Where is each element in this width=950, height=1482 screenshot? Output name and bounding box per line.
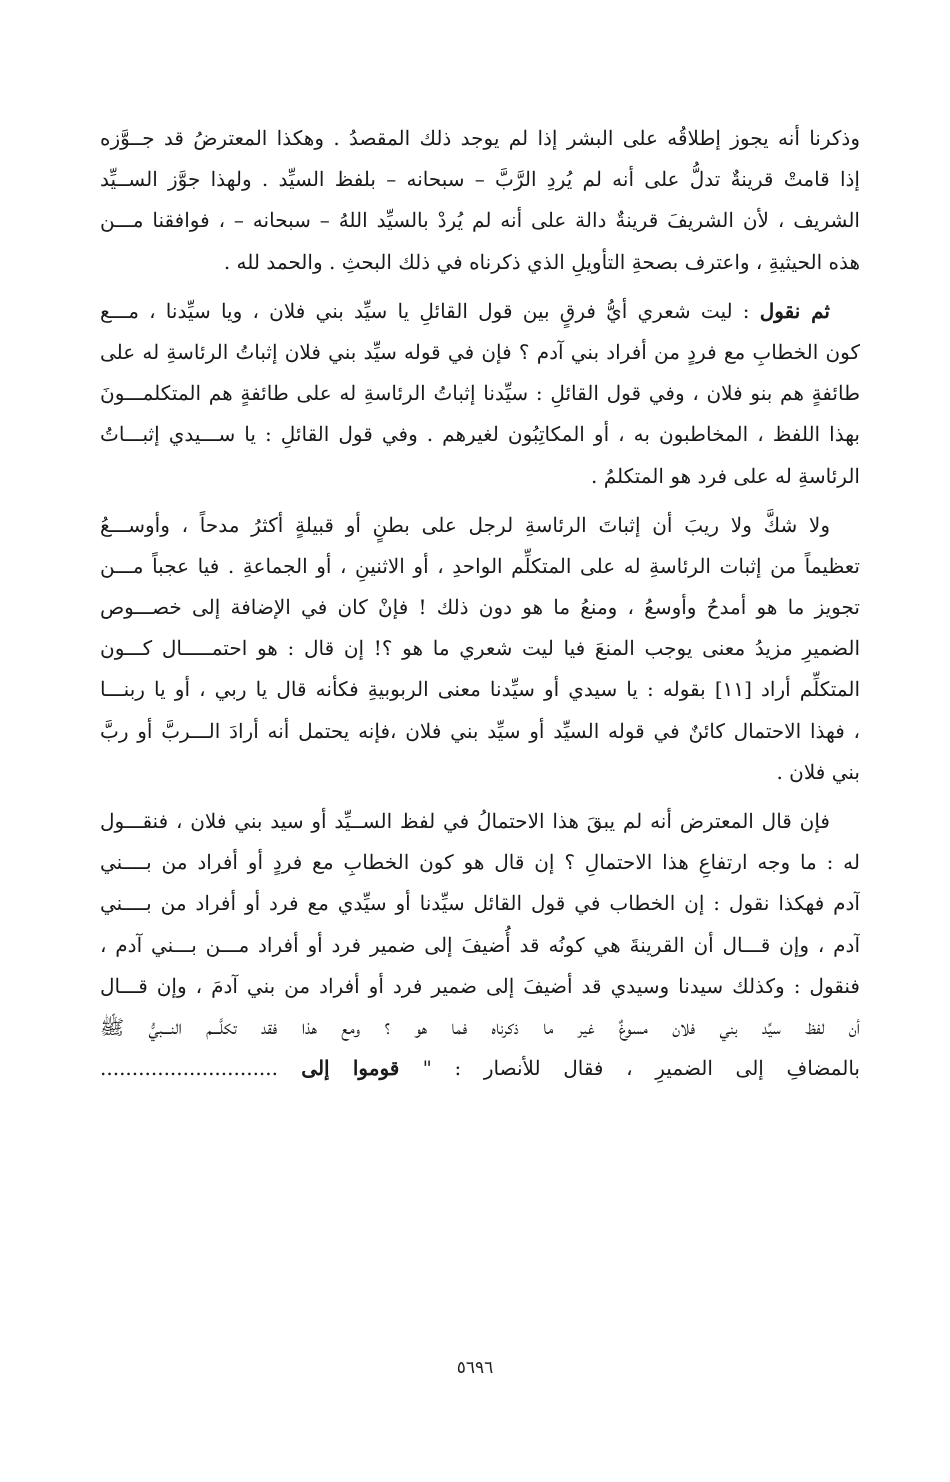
text-line: فإن قال المعترض أنه لم يبقَ هذا الاحتمالُ في لفظ الســيِّد أو سيد بني فلان ، فنقـــول bbox=[100, 809, 830, 833]
paragraph-lead: ثم نقول bbox=[759, 298, 830, 323]
text-line: آدم ، وإن قـــال أن القرينةَ هي كونُه قد أُضيفَ إلى ضمير فرد أو أفراد مـــن بـــني آدم ، bbox=[100, 932, 860, 957]
text-line: تعظيماً من إثبات الرئاسةِ له على المتكلِّم الواحدِ ، أو الاثنينِ ، أو الجماعةِ . فيا عجباً مـــن bbox=[100, 553, 860, 578]
text-line: فنقول : وكذلك سيدنا وسيدي قد أضيفَ إلى ضمير فرد أو أفراد من بني آدمَ ، وإن قـــال bbox=[100, 973, 860, 998]
text-line: هذه الحيثيةِ ، واعترف بصحةِ التأويلِ الذي ذكرناه في ذلك البحثِ . والحمد لله . bbox=[223, 249, 860, 274]
text-line: له : ما وجه ارتفاعِ هذا الاحتمالِ ؟ إن قال هو كون الخطابِ مع فردٍ أو أفراد من بــــني bbox=[100, 850, 860, 875]
page-number: ٥٦٩٦ bbox=[456, 1358, 494, 1378]
text-line: المتكلِّم أراد [١١] بقوله : يا سيدي أو سيِّدنا معنى الربوبيةِ فكأنه قال يا ربي ، أو يا ربنـــا bbox=[100, 677, 860, 702]
text-line: تجويز ما هو أمدحُ وأوسعُ ، ومنعُ ما هو دون ذلك ! فإنْ كان في الإضافة إلى خصـــوص bbox=[100, 595, 860, 620]
text-line: ولا شكَّ ولا ريبَ أن إثباتَ الرئاسةِ لرجل على بطنٍ أو قبيلةٍ أكثرُ مدحاً ، وأوســـعُ bbox=[100, 512, 830, 537]
text-line bbox=[100, 291, 860, 332]
text-line: الضميرِ مزيدُ معنى يوجب المنعَ فيا ليت شعري ما هو ؟! إن قال : هو احتمـــــال كـــون bbox=[100, 636, 860, 661]
text-line: كون الخطابِ مع فردٍ من أفراد بني آدم ؟ فإن في قوله سيِّد بني فلان إثباتُ الرئاسةِ له على bbox=[100, 339, 860, 364]
text-span: بالمضافِ إلى الضميرِ ، فقال للأنصار : " bbox=[422, 1056, 860, 1081]
text-line: أن لفظ سيِّد بني فلان مسوغٌ غير ما ذكرناه فما هو ؟ ومع هذا فقد تكلَّـــم النـــبيُّ ﷺ bbox=[100, 1014, 860, 1039]
quoted-phrase: قوموا إلى bbox=[278, 1056, 423, 1081]
text-line: بني فلان . bbox=[776, 759, 860, 784]
text-line: الرئاسةِ له على فرد هو المتكلمُ . bbox=[591, 463, 860, 488]
paragraph-4 bbox=[100, 801, 860, 1089]
paragraph-2 bbox=[100, 291, 860, 497]
text-line: وذكرنا أنه يجوز إطلاقُه على البشر إذا لم يوجد ذلك المقصدُ . وهكذا المعترضُ قد جــوَّزه bbox=[100, 126, 860, 150]
text-line: إذا قامتْ قرينةٌ تدلُّ على أنه لم يُردِ الرَّبَّ – سبحانه – بلفظ السيِّد . ولهذا جوَّز الســيِّد bbox=[100, 167, 860, 192]
paragraph-3 bbox=[100, 505, 860, 793]
text-line: طائفةٍ هم بنو فلان ، وفي قول القائلِ : سيِّدنا إثباتُ الرئاسةِ له على طائفةٍ هم المتكلمـــونَ bbox=[100, 381, 860, 406]
document-page bbox=[100, 118, 860, 1089]
paragraph-1 bbox=[100, 118, 860, 283]
text-line: ، فهذا الاحتمال كائنٌ في قوله السيِّد أو سيِّد بني فلان ،فإنه يحتمل أنه أرادَ الـــربَّ أو ربَّ bbox=[100, 718, 860, 743]
text-line bbox=[100, 1048, 860, 1089]
text-line: آدم فهكذا نقول : إن الخطاب في قول القائل سيِّدنا أو سيِّدي مع فرد أو أفراد من بــــني bbox=[100, 891, 860, 916]
text-span: : ليت شعري أيُّ فرقٍ بين قول القائلِ يا سيِّد بني فلان ، ويا سيِّدنا ، مـــع bbox=[100, 298, 760, 323]
text-line: بهذا اللفظ ، المخاطبون به ، أو المكاتِبُون لغيرهم . وفي قول القائلِ : يا ســـيدي إثبـــاتُ bbox=[100, 422, 860, 447]
text-line: الشريف ، لأن الشريفَ قرينةٌ دالة على أنه لم يُردْ بالسيِّد اللهُ – سبحانه – ، فوافقنا مـــن bbox=[100, 208, 860, 233]
ellipsis-dots: ............................ bbox=[100, 1056, 279, 1081]
